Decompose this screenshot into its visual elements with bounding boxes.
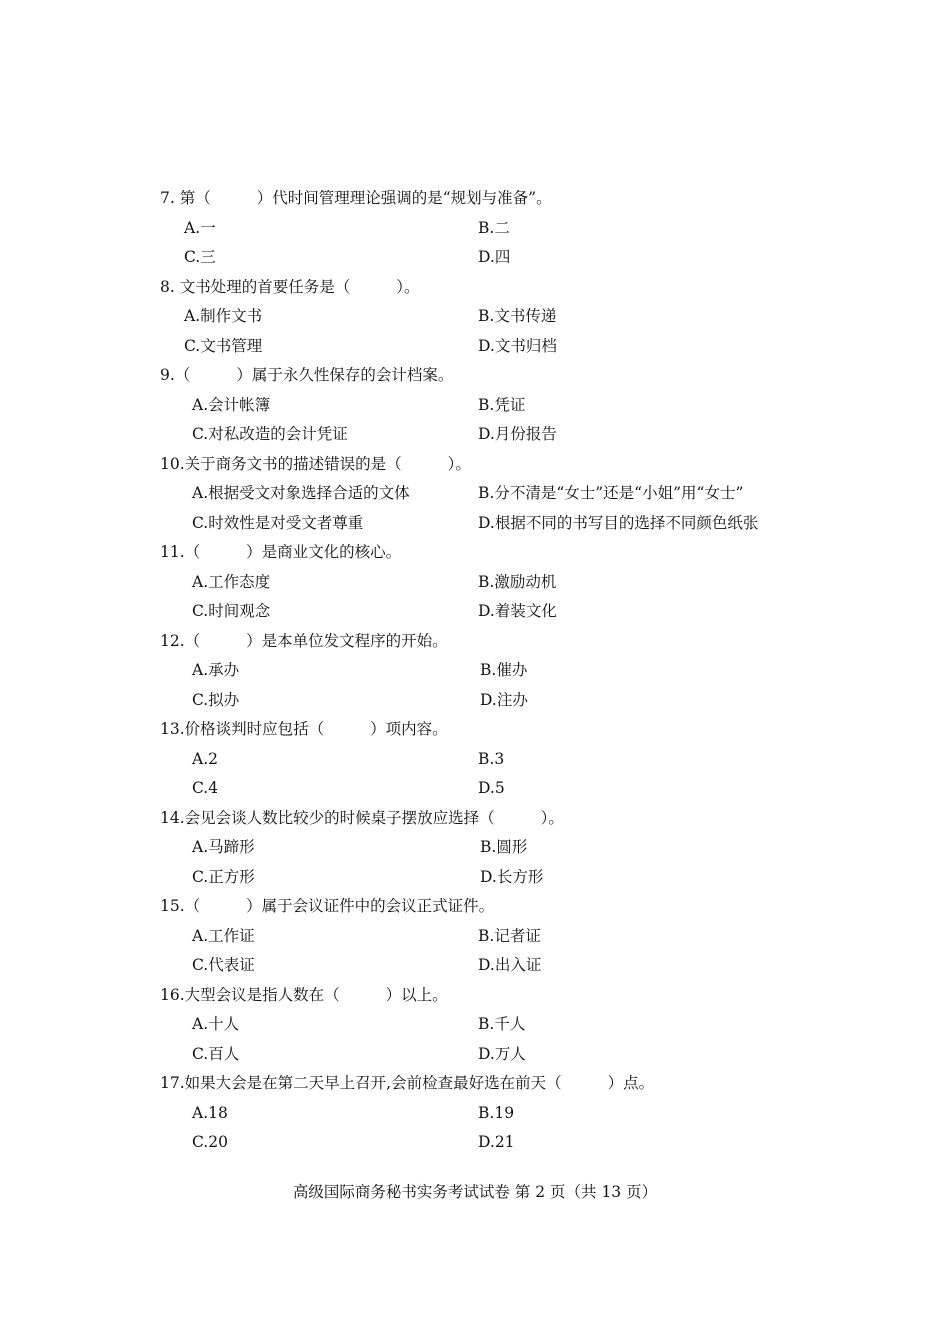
- question-number: 13.: [160, 720, 185, 738]
- option-text: 5: [494, 779, 505, 797]
- option-d: [478, 509, 758, 539]
- question-stem: [0, 273, 950, 303]
- option-letter: B.: [478, 749, 495, 768]
- option-text: 百人: [208, 1044, 240, 1063]
- option-d: [478, 597, 557, 627]
- option-text: 19: [494, 1103, 515, 1122]
- option-letter: D.: [480, 867, 497, 886]
- option-text: 正方形: [208, 867, 255, 886]
- option-letter: A.: [192, 1103, 209, 1122]
- option-letter: B.: [478, 572, 495, 591]
- option-text: 文书传递: [494, 307, 557, 325]
- option-letter: B.: [478, 1103, 495, 1122]
- option-row: [0, 391, 950, 421]
- option-letter: A.: [192, 484, 209, 502]
- option-text: 四: [494, 248, 511, 266]
- question-stem: [0, 450, 950, 480]
- option-row: [0, 922, 950, 952]
- option-d: [478, 332, 557, 362]
- option-letter: D.: [478, 336, 495, 355]
- option-letter: C.: [192, 602, 209, 620]
- option-row: [0, 509, 950, 539]
- option-row: [0, 951, 950, 981]
- option-d: [480, 863, 543, 893]
- option-text: 千人: [494, 1015, 526, 1033]
- option-d: [478, 1040, 526, 1070]
- question-stem: [0, 184, 950, 214]
- option-row: [0, 420, 950, 450]
- question-stem: [0, 361, 950, 391]
- option-row: [0, 302, 950, 332]
- option-b: [478, 302, 556, 332]
- option-a: [192, 745, 218, 775]
- option-b: [478, 745, 504, 775]
- option-c: [184, 332, 262, 362]
- option-letter: A.: [192, 838, 209, 856]
- option-c: [192, 951, 255, 981]
- option-text: 拟办: [208, 690, 240, 709]
- question-text-after-blank: ）。: [540, 808, 564, 827]
- option-text: 20: [208, 1133, 228, 1151]
- question-number: 9.: [160, 366, 175, 384]
- option-c: [192, 1128, 228, 1158]
- option-row: [0, 1010, 950, 1040]
- option-letter: C.: [192, 425, 209, 443]
- option-row: [0, 686, 950, 716]
- option-letter: D.: [478, 602, 495, 620]
- option-text: 制作文书: [200, 307, 263, 325]
- option-letter: A.: [184, 218, 201, 237]
- option-letter: B.: [478, 926, 495, 945]
- option-text: 根据不同的书写目的选择不同颜色纸张: [494, 513, 759, 532]
- question-text-before-blank: 大型会议是指人数在（: [184, 985, 340, 1004]
- option-letter: C.: [192, 1044, 209, 1063]
- option-text: 出入证: [494, 956, 542, 974]
- question-text-after-blank: ）属于永久性保存的会计档案。: [236, 366, 454, 384]
- page-footer: 高级国际商务秘书实务考试试卷 第 2 页（共 13 页）: [292, 1183, 658, 1201]
- option-text: 4: [208, 779, 219, 797]
- option-d: [478, 1128, 515, 1158]
- option-b: [478, 1099, 514, 1129]
- option-text: 对私改造的会计凭证: [208, 425, 348, 443]
- option-letter: C.: [192, 1133, 209, 1151]
- question-number: 15.: [160, 897, 185, 915]
- question-stem: [0, 627, 950, 657]
- option-letter: C.: [192, 690, 209, 709]
- option-c: [192, 774, 218, 804]
- question-text-after-blank: ）。: [396, 277, 420, 296]
- question-stem: [0, 715, 950, 745]
- question-stem: [0, 538, 950, 568]
- question-number: 17.: [160, 1074, 185, 1092]
- option-d: [478, 774, 505, 804]
- question-text-after-blank: ）是本单位发文程序的开始。: [246, 631, 448, 650]
- option-text: 记者证: [494, 926, 541, 945]
- option-text: 代表证: [208, 956, 255, 974]
- option-a: [184, 214, 216, 244]
- option-text: 工作证: [208, 926, 255, 945]
- question-number: 7.: [160, 189, 175, 207]
- option-d: [480, 686, 528, 716]
- option-b: [478, 568, 556, 598]
- option-text: 分不清是“女士”还是“小姐”用“女士”: [494, 484, 744, 502]
- option-letter: D.: [478, 956, 495, 974]
- option-row: [0, 568, 950, 598]
- option-row: [0, 479, 950, 509]
- option-c: [192, 509, 363, 539]
- question-text-before-blank: 关于商务文书的描述错误的是（: [184, 454, 402, 473]
- option-letter: C.: [184, 248, 201, 266]
- option-text: 18: [208, 1103, 228, 1122]
- option-text: 工作态度: [208, 572, 271, 591]
- question-text-before-blank: 会见会谈人数比较少的时候桌子摆放应选择（: [184, 808, 495, 827]
- option-b: [478, 922, 541, 952]
- option-letter: C.: [192, 513, 209, 532]
- question-stem: [0, 981, 950, 1011]
- option-text: 二: [494, 218, 510, 237]
- option-text: 凭证: [494, 395, 526, 414]
- question-text-before-blank: 文书处理的首要任务是（: [179, 277, 351, 296]
- option-text: 十人: [208, 1015, 240, 1033]
- option-letter: C.: [192, 956, 209, 974]
- option-a: [184, 302, 262, 332]
- option-b: [480, 833, 527, 863]
- question-text-before-blank: （: [174, 366, 191, 384]
- question-text-after-blank: ）是商业文化的核心。: [246, 543, 402, 561]
- option-c: [192, 597, 270, 627]
- option-a: [192, 479, 410, 509]
- question-text-after-blank: ）项内容。: [370, 720, 448, 738]
- option-letter: D.: [478, 1133, 495, 1151]
- question-text-before-blank: （: [184, 543, 201, 561]
- option-letter: A.: [184, 307, 201, 325]
- option-row: [0, 332, 950, 362]
- option-letter: A.: [192, 661, 209, 679]
- option-letter: D.: [478, 779, 495, 797]
- option-d: [478, 243, 510, 273]
- option-text: 着装文化: [494, 602, 557, 620]
- option-letter: B.: [478, 1015, 495, 1033]
- option-text: 三: [200, 248, 216, 266]
- option-row: [0, 774, 950, 804]
- option-row: [0, 833, 950, 863]
- option-letter: C.: [184, 336, 201, 355]
- question-stem: [0, 804, 950, 834]
- option-b: [478, 391, 525, 421]
- question-number: 10.: [160, 454, 185, 473]
- question-text-after-blank: ）点。: [607, 1074, 655, 1092]
- option-letter: A.: [192, 1015, 209, 1033]
- option-d: [478, 420, 557, 450]
- option-row: [0, 656, 950, 686]
- option-letter: A.: [192, 395, 209, 414]
- question-list: [0, 184, 950, 1158]
- option-letter: D.: [478, 248, 495, 266]
- option-letter: A.: [192, 926, 209, 945]
- option-c: [184, 243, 216, 273]
- question-number: 8.: [160, 277, 175, 296]
- option-letter: C.: [192, 779, 209, 797]
- question-text-after-blank: ）以上。: [385, 985, 448, 1004]
- question-text-before-blank: 如果大会是在第二天早上召开,会前检查最好选在前天（: [184, 1074, 562, 1092]
- option-text: 长方形: [496, 867, 544, 886]
- option-c: [192, 863, 255, 893]
- option-a: [192, 1010, 239, 1040]
- option-text: 时间观念: [208, 602, 271, 620]
- option-letter: B.: [478, 395, 495, 414]
- option-letter: C.: [192, 867, 209, 886]
- option-text: 会计帐簿: [208, 395, 271, 414]
- question-number: 16.: [160, 985, 185, 1004]
- question-text-before-blank: 第（: [179, 189, 211, 207]
- question-number: 11.: [160, 543, 185, 561]
- option-text: 马蹄形: [208, 838, 255, 856]
- option-a: [192, 656, 239, 686]
- option-letter: A.: [192, 749, 209, 768]
- option-text: 文书归档: [494, 336, 557, 355]
- option-text: 一: [200, 218, 216, 237]
- question-stem: [0, 892, 950, 922]
- option-text: 时效性是对受文者尊重: [208, 513, 364, 532]
- question-number: 12.: [160, 631, 185, 650]
- option-a: [192, 922, 255, 952]
- option-row: [0, 243, 950, 273]
- option-letter: D.: [478, 1044, 495, 1063]
- option-row: [0, 863, 950, 893]
- option-a: [192, 391, 270, 421]
- option-letter: B.: [478, 218, 495, 237]
- option-letter: B.: [480, 838, 497, 856]
- option-c: [192, 686, 239, 716]
- option-text: 激励动机: [494, 572, 557, 591]
- question-stem: [0, 1069, 950, 1099]
- question-text-before-blank: （: [184, 631, 201, 650]
- option-d: [478, 951, 541, 981]
- option-letter: B.: [478, 484, 495, 502]
- option-text: 21: [494, 1133, 515, 1151]
- question-text-after-blank: ）属于会议证件中的会议正式证件。: [246, 897, 495, 915]
- option-c: [192, 1040, 239, 1070]
- option-a: [192, 568, 270, 598]
- option-text: 文书管理: [200, 336, 263, 355]
- option-text: 催办: [496, 661, 528, 679]
- option-b: [480, 656, 527, 686]
- option-text: 承办: [208, 661, 240, 679]
- option-letter: B.: [480, 661, 497, 679]
- option-letter: A.: [192, 572, 209, 591]
- option-row: [0, 1128, 950, 1158]
- option-letter: D.: [478, 513, 495, 532]
- question-number: 14.: [160, 808, 185, 827]
- option-letter: D.: [480, 690, 497, 709]
- option-text: 月份报告: [494, 425, 557, 443]
- option-a: [192, 1099, 228, 1129]
- option-row: [0, 214, 950, 244]
- option-letter: B.: [478, 307, 495, 325]
- question-text-after-blank: ）。: [447, 454, 471, 473]
- option-text: 注办: [496, 690, 528, 709]
- option-b: [478, 479, 743, 509]
- option-b: [478, 1010, 525, 1040]
- option-a: [192, 833, 255, 863]
- option-text: 3: [494, 749, 505, 768]
- option-b: [478, 214, 510, 244]
- option-letter: D.: [478, 425, 495, 443]
- option-c: [192, 420, 348, 450]
- option-text: 圆形: [496, 838, 528, 856]
- option-text: 万人: [494, 1044, 526, 1063]
- question-text-after-blank: ）代时间管理理论强调的是“规划与准备”。: [256, 189, 552, 207]
- question-text-before-blank: （: [184, 897, 201, 915]
- option-text: 2: [208, 749, 218, 768]
- option-row: [0, 1099, 950, 1129]
- option-row: [0, 1040, 950, 1070]
- option-row: [0, 597, 950, 627]
- option-text: 根据受文对象选择合适的文体: [208, 484, 410, 502]
- question-text-before-blank: 价格谈判时应包括（: [184, 720, 325, 738]
- option-row: [0, 745, 950, 775]
